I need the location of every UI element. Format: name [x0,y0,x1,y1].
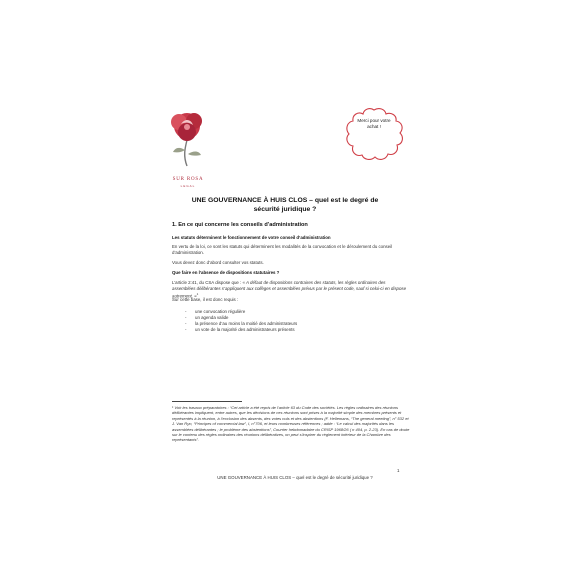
thank-you-badge: Merci pour votre achat ! [357,118,391,129]
footnote: ¹ Voir les travaux préparatoires : “Cet article a été repris de l’article 63 du Code des sociétés. Les règles ordinaires des réunions délibérantes impliquent, entre autres, que les décisions de ces réunions sont prises à la majorité simple des membres présents et représentés à la réunion, à l’exclusion des absents, des votes nuls et des abstentions (F. Hellemans, “The general meeting”, n° 532 et J. Van Ryn, “Principes of commercial law”, I, n°706, et leurs nombreuses références ; adde : “Le calcul des majorités dans les assemblées délibérantes ; le problème des abstentions”, Courrier hebdomadaire du CRISP 1968/26 ( n 404, p. 2-23). En cas de doute sur le contenu des règles ordinaires des réunions délibératives, on peut s’inspirer du règlement intérieur de la Chambre des représentants”. [172,405,410,443]
article-quote: « A défaut de dispositions contraires des statuts, les règles ordinaires des assemblées délibérantes s’appliquent aux collèges et assemblées prévus par le présent code, sauf si celui-ci en dispose autrement. » [172,280,407,299]
thank-you-badge-shape [343,107,405,161]
article-intro: L’article 2:41, du CSA dispose que : [172,280,243,285]
page-footer: UNE GOUVERNANCE À HUIS CLOS – quel est le degré de sécurité juridique ? [217,475,373,480]
subheading-absence: Que faire en l’absence de dispositions statutaires ? [172,270,280,275]
list-item: - une convocation régulière [185,309,297,315]
paragraph-requirements-intro: Sur cette base, il est donc requis : [172,297,239,302]
list-item: - un agenda valide [185,315,297,321]
requirements-list [185,309,297,333]
paragraph-consult: Vous devez donc d’abord consulter vos statuts. [172,260,264,265]
list-item: - un vote de la majorité des administrateurs présents [185,327,297,333]
subheading-statuts: Les statuts déterminent le fonctionnement de votre conseil d’administration [172,235,331,240]
logo-tagline: LEGAL [180,184,196,188]
logo-name: SUR ROSA [172,177,204,182]
document-title: UNE GOUVERNANCE À HUIS CLOS – quel est le degré de sécurité juridique ? [191,197,379,213]
paragraph-law: En vertu de la loi, ce sont les statuts qui déterminent les modalités de la convocation et le déroulement du conseil d’administration. [172,244,393,255]
section-heading: 1. En ce qui concerne les conseils d’administration [172,222,308,228]
footnote-ref[interactable]: 1 [196,291,199,296]
rose-logo [163,110,211,168]
list-item: - la présence d’au moins la moitié des administrateurs [185,321,297,327]
page-number: 1 [397,468,400,473]
footnote-divider [172,401,242,402]
